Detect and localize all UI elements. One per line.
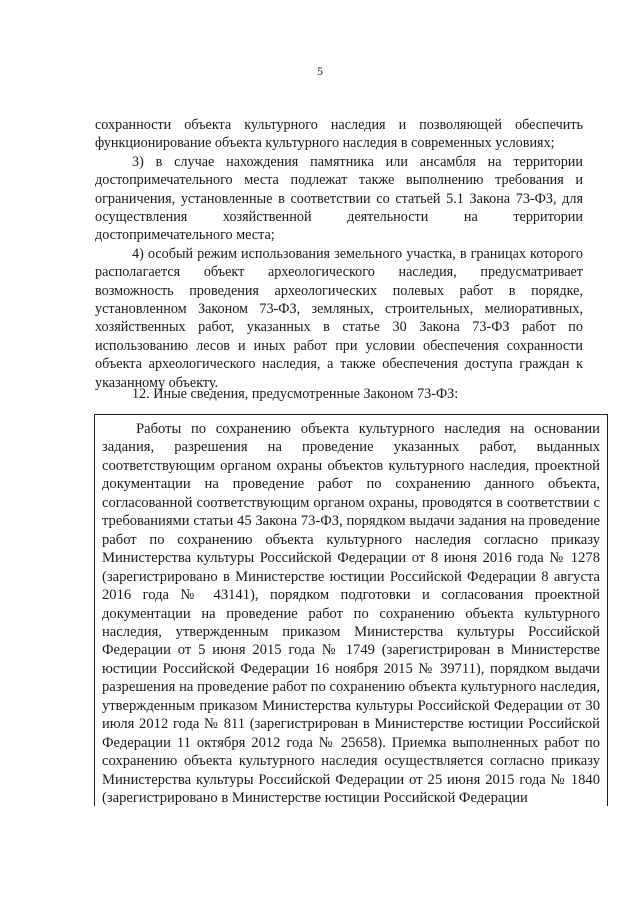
paragraph-continuation: сохранности объекта культурного наследия и позволяющей обеспечить функционирование объекта культурного наследия в современных условиях; — [95, 117, 583, 152]
page-number: 5 — [317, 64, 323, 78]
section-heading: 12. Иные сведения, предусмотренные Законом 73-ФЗ: — [132, 386, 459, 402]
paragraph-item-4: 4) особый режим использования земельного участка, в границах которого располагается объект археологического наследия, предусматривает возможность проведения археологических полевых работ в порядке, установленном Законом 73-ФЗ, земляных, строительных, мелиоративных, хозяйственных работ, указанных в статье 30 Закона 73-ФЗ работ по использованию лесов и иных работ при условии обеспечения сохранности объекта археологического наследия, а также обеспечения доступа граждан к указанному объекту. — [95, 245, 583, 391]
bordered-text-box — [94, 414, 608, 806]
box-paragraph: Работы по сохранению объекта культурного наследия на основании задания, разрешения на проведение указанных работ, выданных соответствующим органом охраны объектов культурного наследия, проектной документации на проведение работ по сохранению данного объекта, согласованной соответствующим органом охраны, проводятся в соответствии с требованиями статьи 45 Закона 73-ФЗ, порядком выдачи задания на проведение работ по сохранению объекта культурного наследия согласно приказу Министерства культуры Российской Федерации от 8 июня 2016 года № 1278 (зарегистрировано в Министерстве юстиции Российской Федерации 8 августа 2016 года № 43141), порядком подготовки и согласования проектной документации на проведение работ по сохранению объекта культурного наследия, утвержденным приказом Министерства культуры Российской Федерации от 5 июня 2015 года № 1749 (зарегистрирован в Министерстве юстиции Российской Федерации 16 ноября 2015 № 39711), порядком выдачи разрешения на проведение работ по сохранению объекта культурного наследия, утвержденным приказом Министерства культуры Российской Федерации от 30 июля 2012 года № 811 (зарегистрирован в Министерстве юстиции Российской Федерации 11 октября 2012 года № 25658). Приемка выполненных работ по сохранению объекта культурного наследия осуществляется согласно приказу Министерства культуры Российской Федерации от 25 июня 2015 года № 1840 (зарегистрировано в Министерстве юстиции Российской Федерации — [102, 421, 600, 806]
body-text — [95, 116, 583, 392]
paragraph-item-3: 3) в случае нахождения памятника или ансамбля на территории достопримечательного места подлежат также выполнению требования и ограничения, установленные в соответствии со статьей 5.1 Закона 73-ФЗ, для осуществления хозяйственной деятельности на территории достопримечательного места; — [95, 153, 583, 244]
